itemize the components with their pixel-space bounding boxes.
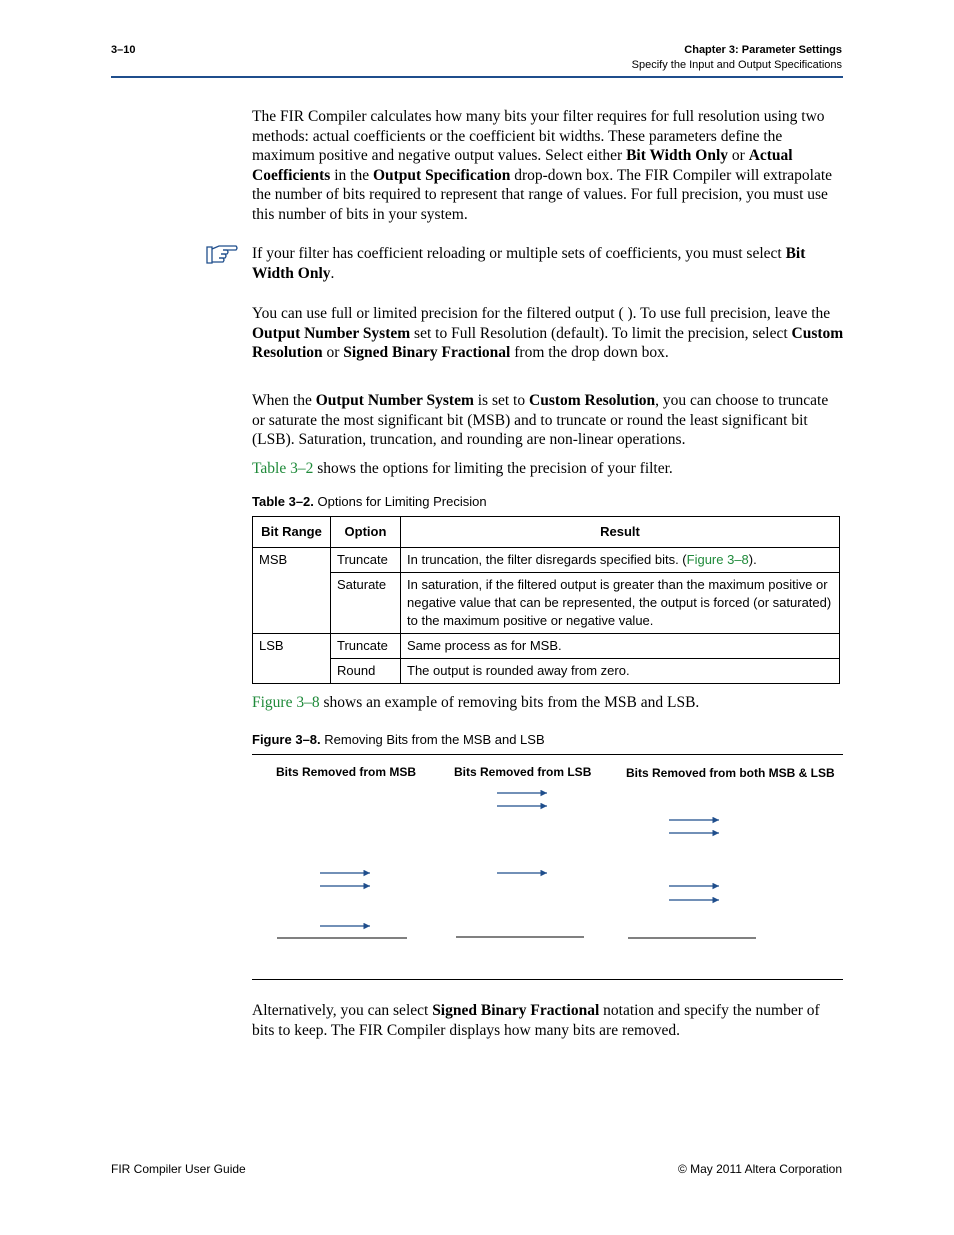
cell-bit-range-lsb: LSB [253,634,331,684]
table-row [253,634,840,659]
footer-copyright: © May 2011 Altera Corporation [677,1162,842,1176]
header-rule [111,76,843,78]
cell-option: Truncate [331,548,401,573]
panel-label-both: Bits Removed from both MSB & LSB [626,766,835,780]
panel-label-msb: Bits Removed from MSB [276,765,417,779]
cell-result: The output is rounded away from zero. [401,659,840,684]
header-option: Option [331,517,401,548]
table-row [253,573,840,634]
chapter-title: Chapter 3: Parameter Settings [684,44,842,56]
figure-link[interactable]: Figure 3–8 [252,694,320,711]
cell-result: Same process as for MSB. [401,634,840,659]
header-result: Result [401,517,840,548]
cell-option: Saturate [331,573,401,634]
paragraph-table-ref: Table 3–2 shows the options for limiting the precision of your filter. [252,460,673,477]
panel-label-lsb: Bits Removed from LSB [454,765,592,779]
footer-guide-title: FIR Compiler User Guide [111,1162,246,1176]
pointing-hand-icon [205,243,239,265]
cell-option: Round [331,659,401,684]
figure-link[interactable]: Figure 3–8 [686,552,749,567]
figure-caption: Figure 3–8. Removing Bits from the MSB and LSB [252,732,545,747]
paragraph-figure-ref: Figure 3–8 shows an example of removing bits from the MSB and LSB. [252,694,700,711]
cell-result: In truncation, the filter disregards specified bits. (Figure 3–8). [401,548,840,573]
paragraph-custom-resolution: When the Output Number System is set to Custom Resolution, you can choose to truncate or saturate the most significant bit (MSB) and to truncate or round the least significant bit (LSB). Saturation, truncation, and rounding are non-linear operations. [252,392,829,448]
figure-top-rule [252,754,843,755]
table-caption: Table 3–2. Options for Limiting Precision [252,494,487,509]
cell-option: Truncate [331,634,401,659]
page-number: 3–10 [111,44,136,56]
header-bit-range: Bit Range [253,517,331,548]
table-row [253,659,840,684]
bits-removed-figure [252,756,843,978]
note-text: If your filter has coefficient reloading or multiple sets of coefficients, you must select Bit Width Only. [252,245,806,282]
cell-result: In saturation, if the filtered output is greater than the maximum positive or negative value that can be represented, the output is forced (or saturated) to the maximum positive or negative value. [401,573,840,634]
figure-bottom-rule [252,979,843,980]
table-row [253,548,840,573]
cell-bit-range-msb: MSB [253,548,331,634]
table-link[interactable]: Table 3–2 [252,460,314,477]
paragraph-precision: You can use full or limited precision for the filtered output ( ). To use full precision, leave the Output Number System set to Full Resolution (default). To limit the precision, select Custom Resolution or Signed Binary Fractional from the drop down box. [252,305,844,361]
paragraph-intro: The FIR Compiler calculates how many bits your filter requires for full resolution using two methods: actual coefficients or the coefficient bit widths. These parameters define the maximum positive and negative output values. Select either Bit Width Only or Actual Coefficients in the Output Specification drop-down box. The FIR Compiler will extrapolate the number of bits required to represent that range of values. For full precision, you must use this number of bits in your system. [252,108,833,223]
table-header-row [253,517,840,548]
paragraph-alternative: Alternatively, you can select Signed Binary Fractional notation and specify the number of bits to keep. The FIR Compiler displays how many bits are removed. [252,1002,820,1039]
precision-options-table [252,516,840,684]
section-title: Specify the Input and Output Specifications [631,59,842,71]
